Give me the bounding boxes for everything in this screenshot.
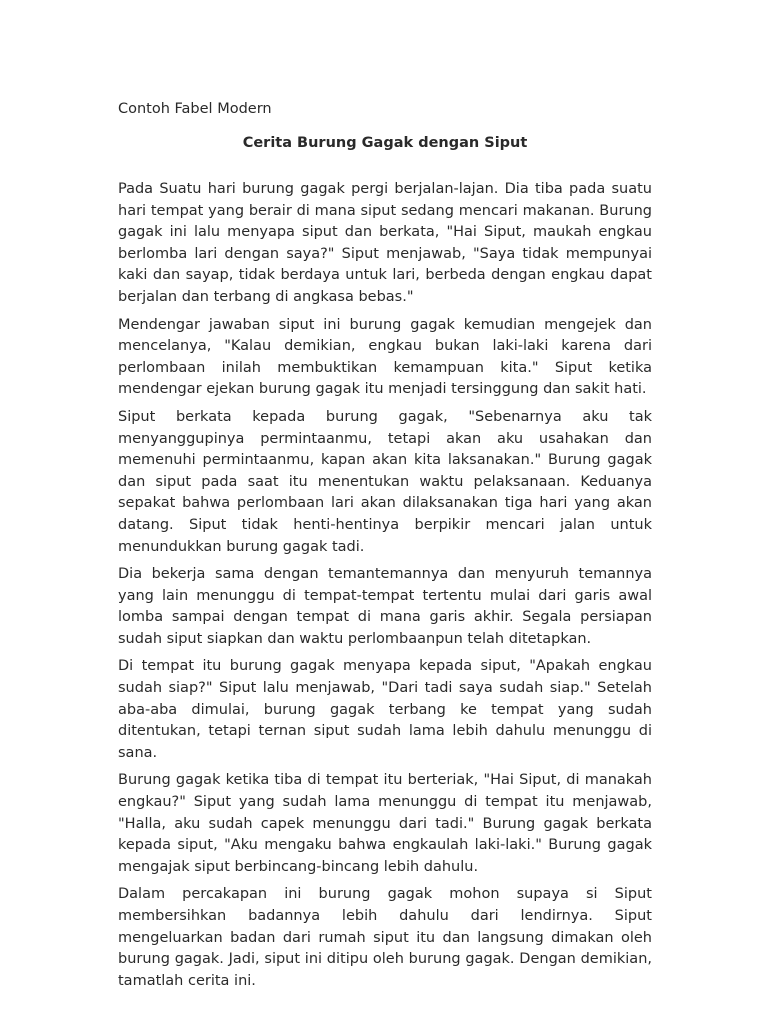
document-page (118, 99, 652, 998)
document-label: Contoh Fabel Modern (118, 101, 272, 117)
paragraph-6: Burung gagak ketika tiba di tempat itu berteriak, "Hai Siput, di manakah engkau?" Siput yang sudah lama menunggu di tempat itu menjawab, "Halla, aku sudah capek menunggu dari tadi." Burung gagak berkata kepada siput, "Aku mengaku bahwa engkaulah laki-laki." Burung gagak mengajak siput berbincang-bincang lebih dahulu. (118, 772, 652, 875)
paragraph-4: Dia bekerja sama dengan temantemannya dan menyuruh temannya yang lain menunggu di tempat-tempat tertentu mulai dari garis awal lomba sampai dengan tempat di mana garis akhir. Segala persiapan sudah siput siapkan dan waktu perlombaanpun telah ditetapkan. (118, 566, 652, 647)
paragraph-5: Di tempat itu burung gagak menyapa kepada siput, "Apakah engkau sudah siap?" Siput lalu menjawab, "Dari tadi saya sudah siap." Setelah aba-aba dimulai, burung gagak terbang ke tempat yang sudah ditentukan, tetapi ternan siput sudah lama lebih dahulu menunggu di sana. (118, 658, 652, 761)
paragraph-3: Siput berkata kepada burung gagak, "Sebenarnya aku tak menyanggupinya permintaanmu, tetapi akan aku usahakan dan memenuhi permintaanmu, kapan akan kita laksanakan." Burung gagak dan siput pada saat itu menentukan waktu pelaksanaan. Keduanya sepakat bahwa perlombaan lari akan dilaksanakan tiga hari yang akan datang. Siput tidak henti-hentinya berpikir mencari jalan untuk menundukkan burung gagak tadi. (118, 408, 652, 555)
paragraph-1: Pada Suatu hari burung gagak pergi berjalan-lajan. Dia tiba pada suatu hari tempat yang berair di mana siput sedang mencari makanan. Burung gagak ini lalu menyapa siput dan berkata, "Hai Siput, maukah engkau berlomba lari dengan saya?" Siput menjawab, "Saya tidak mempunyai kaki dan sayap, tidak berdaya untuk lari, berbeda dengan engkau dapat berjalan dan terbang di angkasa bebas." (118, 181, 652, 305)
paragraph-7: Dalam percakapan ini burung gagak mohon supaya si Siput membersihkan badannya lebih dahulu dari lendirnya. Siput mengeluarkan badan dari rumah siput itu dan langsung dimakan oleh burung gagak. Jadi, siput ini ditipu oleh burung gagak. Dengan demikian, tamatlah cerita ini. (118, 886, 652, 989)
story-title: Cerita Burung Gagak dengan Siput (242, 135, 528, 151)
paragraph-2: Mendengar jawaban siput ini burung gagak kemudian mengejek dan mencelanya, "Kalau demikian, engkau bukan laki-laki karena dari perlombaan inilah membuktikan kemampuan kita." Siput ketika mendengar ejekan burung gagak itu menjadi tersinggung dan sakit hati. (118, 316, 652, 398)
